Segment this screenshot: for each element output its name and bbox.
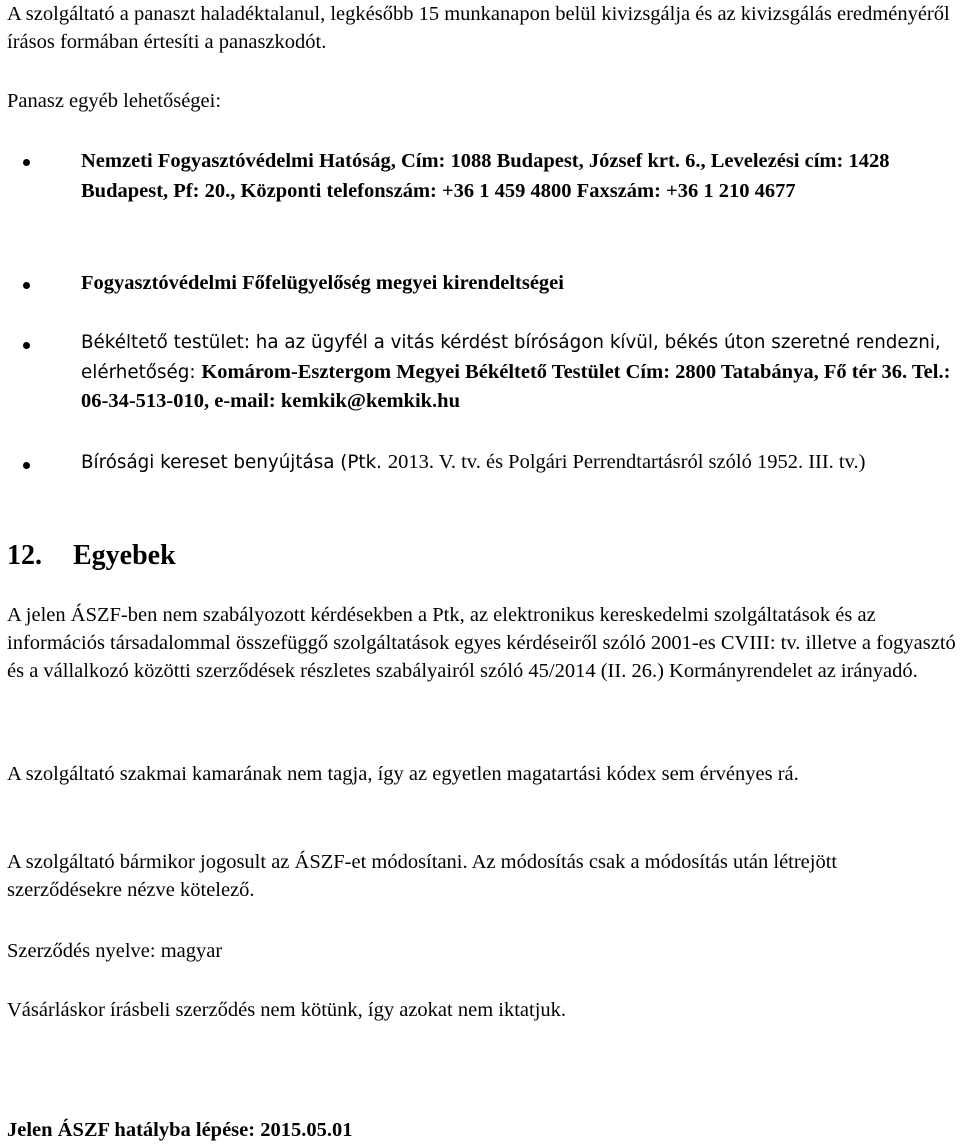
contract-language: Szerződés nyelve: magyar <box>7 940 223 962</box>
bullet-conciliation-board <box>81 328 957 417</box>
bullet-dot-icon <box>23 159 30 166</box>
section-number: 12. <box>7 540 42 571</box>
bullet-court <box>81 448 957 478</box>
board-text: Békéltető testület: ha az ügyfél a vitás kérdést bíróságon kívül, békés úton szeretné rendezni, elérhetőség: <box>81 332 941 383</box>
board-contact: Komárom-Esztergom Megyei Békéltető Testület Cím: 2800 Tatabánya, Fő tér 36. Tel.: 06-34-513-010, e-mail: kemkik@kemkik.hu <box>81 360 951 412</box>
bullet-authority: Nemzeti Fogyasztóvédelmi Hatóság, Cím: 1088 Budapest, József krt. 6., Levelezési cím: 1428 Budapest, Pf: 20., Központi telefonszám: +36 1 459 4800 Faxszám: +36 1 210 4677 <box>81 150 890 202</box>
court-text: Bírósági kereset benyújtása (Ptk. <box>81 452 388 473</box>
modification-paragraph: A szolgáltató bármikor jogosult az ÁSZF-et módosítani. Az módosítás csak a módosítás után létrejött szerződésekre nézve kötelező. <box>7 851 838 901</box>
effective-date: Jelen ÁSZF hatályba lépése: 2015.05.01 <box>7 1119 353 1141</box>
bullet-dot-icon <box>23 342 30 349</box>
section-heading <box>7 538 176 574</box>
bullet-dot-icon <box>23 462 30 469</box>
contract-filing: Vásárláskor írásbeli szerződés nem kötünk, így azokat nem iktatjuk. <box>7 999 567 1021</box>
court-law-ref: 2013. V. tv. és Polgári Perrendtartásról szóló 1952. III. tv.) <box>387 451 866 473</box>
governing-law-paragraph: A jelen ÁSZF-ben nem szabályozott kérdésekben a Ptk, az elektronikus kereskedelmi szolgáltatások és az információs társadalommal összefüggő szolgáltatások egyes kérdéseiről szóló 2001-es CVIII: tv. illetve a fogyasztó és a vállalkozó közötti szerződések részletes szabályairól szóló 45/2014 (II. 26.) Kormányrendelet az irányadó. <box>7 604 956 682</box>
section-title: Egyebek <box>73 540 176 571</box>
bullet-dot-icon <box>23 282 30 289</box>
chamber-paragraph: A szolgáltató szakmai kamarának nem tagja, így az egyetlen magatartási kódex sem érvényes rá. <box>7 763 799 785</box>
bullet-inspectorate: Fogyasztóvédelmi Főfelügyelőség megyei kirendeltségei <box>81 272 564 294</box>
intro-paragraph: A szolgáltató a panaszt haladéktalanul, legkésőbb 15 munkanapon belül kivizsgálja és az kivizsgálás eredményéről írásos formában értesíti a panaszkodót. <box>7 3 950 53</box>
complaint-options-title: Panasz egyéb lehetőségei: <box>7 90 222 112</box>
